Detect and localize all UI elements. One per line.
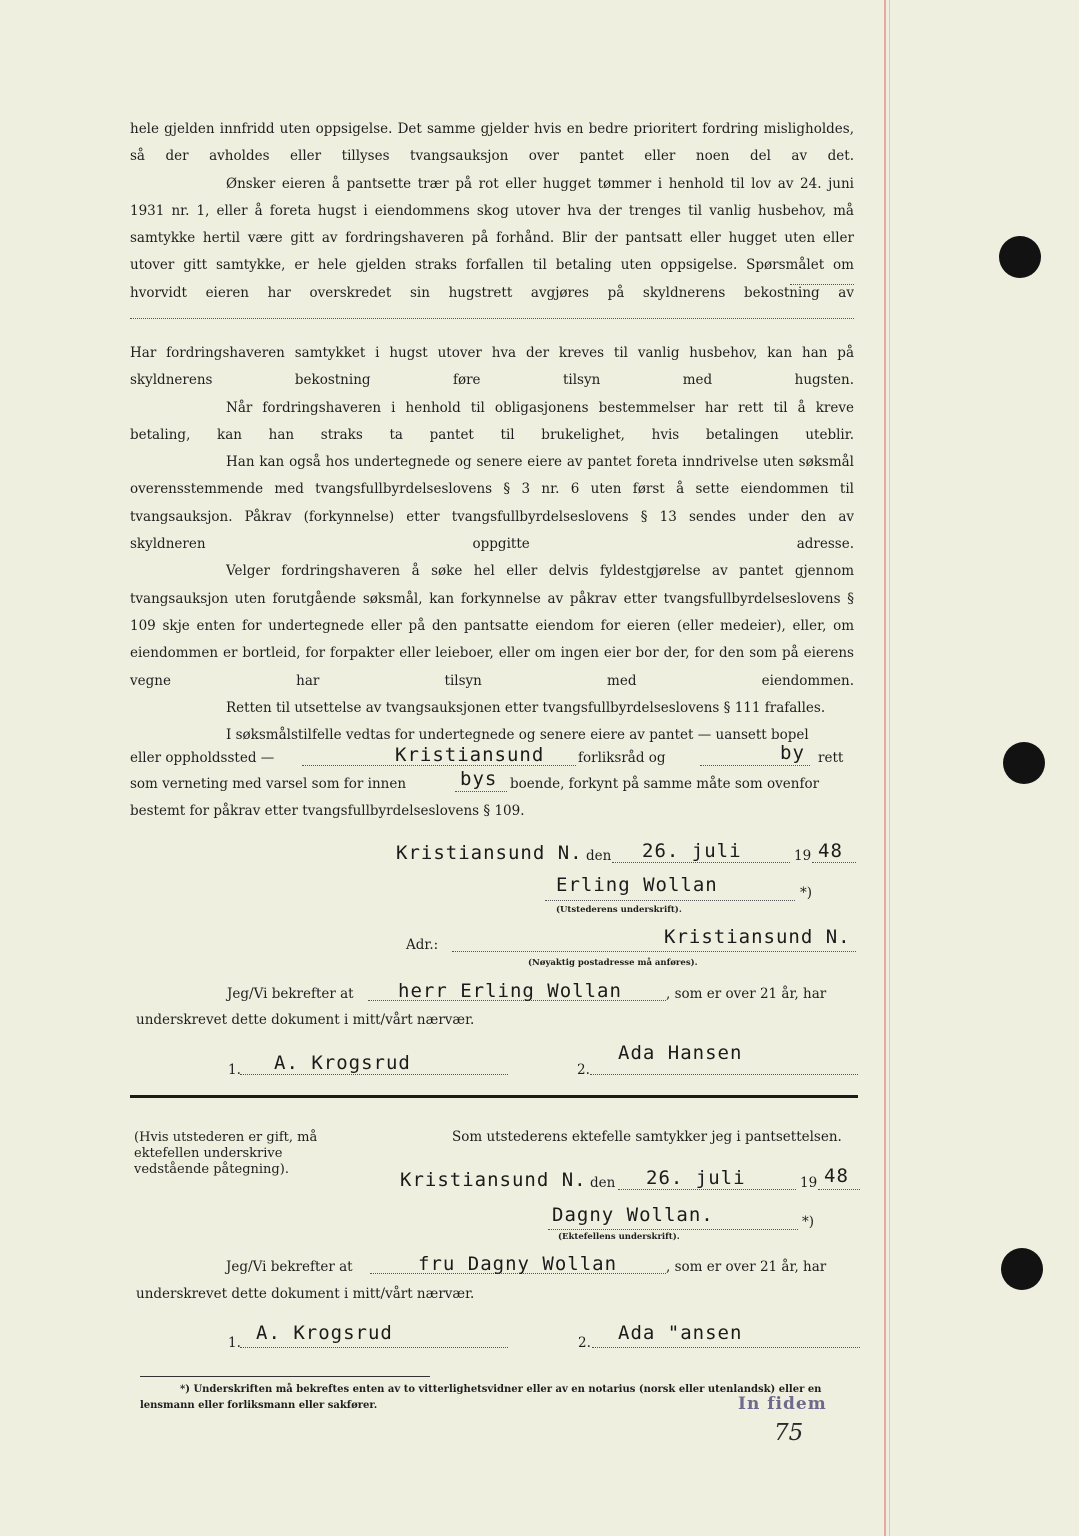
- witness-1: A. Krogsrud: [256, 1322, 393, 1344]
- margin-rule-secondary: [889, 0, 890, 1536]
- footnote: *) Underskriften må bekreftes enten av to vitterlighetsvidner eller av en notarius (norsk eller utenlandsk) eller en lensmann eller forliksmann eller sakfører.: [140, 1384, 822, 1411]
- sign-date: 26. juli: [642, 840, 742, 862]
- issuer-address: Kristiansund N.: [664, 926, 851, 948]
- confirm-text: Jeg/Vi bekrefter at: [226, 1259, 353, 1275]
- venue-court: by: [780, 742, 805, 764]
- clause-block-2: [130, 340, 854, 749]
- sign-year: 48: [824, 1165, 849, 1187]
- sign-place: Kristiansund N.: [400, 1169, 587, 1191]
- witness-number: 2.: [578, 1335, 591, 1351]
- confirm-text: , som er over 21 år, har: [666, 986, 827, 1002]
- paragraph: hele gjelden innfridd uten oppsigelse. Det samme gjelder hvis en bedre prioritert fordring misligholdes, så der avholdes eller tillyses tvangsauksjon over pantet eller noen del av det.: [130, 121, 854, 165]
- blank-line: [618, 1189, 796, 1190]
- paragraph: Ønsker eieren å pantsette trær på rot eller hugget tømmer i henhold til lov av 24. juni 1931 nr. 1, eller å foreta hugst i eiendommens skog utover hva der trenges til vanlig husbehov, må samtykke hertil være gitt av fordringshaveren på forhånd. Blir der pantsatt eller hugget uten eller utover gitt samtykke, er hele gjelden straks forfallen til betaling uten oppsigelse. Spørsmålet om hvorvidt eieren har overskredet sin hugstrett avgjøres på skyldnerens bekostning av: [130, 175, 854, 301]
- witness-number: 1.: [228, 1335, 241, 1351]
- punch-hole: [999, 236, 1041, 278]
- witness-number: 2.: [577, 1062, 590, 1078]
- page-mark: 75: [774, 1420, 804, 1446]
- confirmed-name: herr Erling Wollan: [398, 980, 622, 1002]
- witness-line: [590, 1074, 858, 1075]
- confirmed-name: fru Dagny Wollan: [418, 1253, 618, 1275]
- blank-line: [700, 765, 810, 766]
- blank-line: [455, 791, 507, 792]
- venue-label: eller oppholdssted —: [130, 750, 275, 766]
- venue-label: som verneting med varsel som for innen: [130, 776, 407, 792]
- sign-date: 26. juli: [646, 1167, 746, 1189]
- spouse-consent: Som utstederens ektefelle samtykker jeg i pantsettelsen.: [452, 1129, 842, 1145]
- spouse-note: (Hvis utstederen er gift, må ektefellen underskrive vedstående påtegning).: [134, 1130, 318, 1177]
- witness-line: [240, 1074, 508, 1075]
- address-label: Adr.:: [406, 937, 439, 953]
- witness-2: Ada Hansen: [618, 1042, 743, 1064]
- label-den: den: [586, 848, 612, 864]
- venue-label: boende, forkynt på samme måte som ovenfor: [510, 776, 820, 792]
- witness-1: A. Krogsrud: [274, 1052, 411, 1074]
- paragraph: Når fordringshaveren i henhold til obligasjonens bestemmelser har rett til å kreve betaling, kan han straks ta pantet til brukelighet, hvis betalingen uteblir.: [130, 399, 854, 443]
- in-fidem-stamp: In fidem: [738, 1394, 827, 1414]
- section-divider: [130, 1095, 858, 1098]
- venue-place: Kristiansund: [395, 744, 545, 766]
- year-prefix: 19: [800, 1175, 818, 1191]
- paragraph: Har fordringshaveren samtykket i hugst utover hva der kreves til vanlig husbehov, kan han på skyldnerens bekostning føre tilsyn med hugsten.: [130, 345, 854, 389]
- confirm-text: , som er over 21 år, har: [666, 1259, 827, 1275]
- witness-line: [592, 1347, 860, 1348]
- witness-line: [240, 1347, 508, 1348]
- signature-caption: (Ektefellens underskrift).: [558, 1232, 680, 1242]
- venue-area: bys: [460, 768, 498, 790]
- signature-line: [545, 900, 795, 901]
- confirm-text: underskrevet dette dokument i mitt/vårt nærvær.: [136, 1012, 475, 1028]
- spouse-signature: Dagny Wollan.: [552, 1204, 714, 1226]
- sign-year: 48: [818, 840, 843, 862]
- witness-number: 1.: [228, 1062, 241, 1078]
- blank-line: [818, 1189, 860, 1190]
- venue-label: bestemt for påkrav etter tvangsfullbyrdelseslovens § 109.: [130, 803, 525, 819]
- year-prefix: 19: [794, 848, 812, 864]
- blank-line: [612, 862, 790, 863]
- signature-line: [548, 1229, 798, 1230]
- paragraph: Velger fordringshaveren å søke hel eller delvis fyldestgjørelse av pantet gjennom tvangsauksjon uten forutgående søksmål, kan forkynnelse av påkrav etter tvangsfullbyrdelseslovens § 109 skje enten for undertegnede eller på den pantsatte eiendom for eieren (eller medeier), eller, om eiendommen er bortleid, for forpakter eller leieboer, eller om ingen eier bor der, for den som på eierens vegne har tilsyn med eiendommen.: [130, 563, 854, 689]
- punch-hole: [1003, 742, 1045, 784]
- confirm-text: underskrevet dette dokument i mitt/vårt nærvær.: [136, 1286, 475, 1302]
- issuer-signature: Erling Wollan: [556, 874, 718, 896]
- address-caption: (Nøyaktig postadresse må anføres).: [528, 958, 698, 968]
- punch-hole: [1001, 1248, 1043, 1290]
- signature-caption: (Utstederens underskrift).: [556, 905, 682, 915]
- address-line: [452, 951, 856, 952]
- blank-line: [790, 284, 854, 285]
- paragraph: Retten til utsettelse av tvangsauksjonen etter tvangsfullbyrdelseslovens § 111 frafalles.: [226, 699, 826, 716]
- paragraph: Han kan også hos undertegnede og senere eiere av pantet foreta inndrivelse uten søksmål overensstemmende med tvangsfullbyrdelseslovens § 3 nr. 6 uten først å sette eiendommen til tvangsauksjon. Påkrav (forkynnelse) etter tvangsfullbyrdelseslovens § 13 sendes under den av skyldneren oppgitte adresse.: [130, 454, 854, 553]
- margin-rule: [884, 0, 886, 1536]
- confirm-text: Jeg/Vi bekrefter at: [227, 986, 354, 1002]
- footnote-rule: [140, 1376, 430, 1377]
- footnote-mark: *): [800, 885, 813, 901]
- witness-2: Ada "ansen: [618, 1322, 743, 1344]
- blank-line: [130, 318, 854, 319]
- venue-label: forliksråd og: [578, 750, 666, 766]
- footnote-mark: *): [802, 1214, 815, 1230]
- clause-block-1: [130, 116, 854, 307]
- sign-place: Kristiansund N.: [396, 842, 583, 864]
- venue-label: rett: [818, 750, 844, 766]
- label-den: den: [590, 1175, 616, 1191]
- paragraph: I søksmålstilfelle vedtas for undertegnede og senere eiere av pantet — uansett bopel: [226, 727, 809, 744]
- blank-line: [812, 862, 856, 863]
